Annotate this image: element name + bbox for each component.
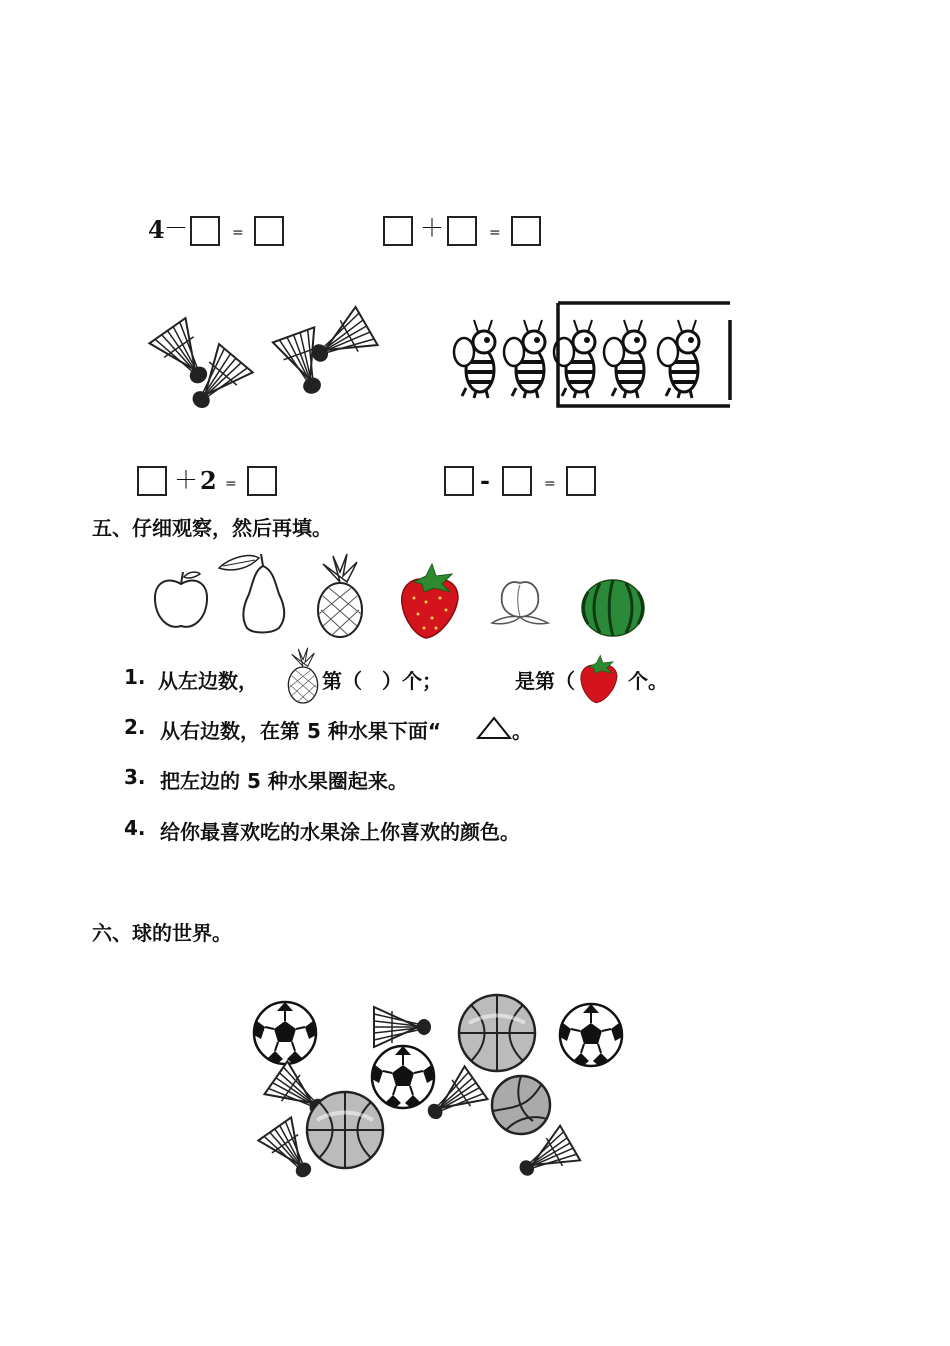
- item-number: 3.: [124, 765, 146, 789]
- section-5-title: 五、仔细观察，然后再填。: [92, 516, 332, 540]
- number-4: 4: [148, 215, 165, 244]
- item-text: 给你最喜欢吃的水果涂上你喜欢的颜色。: [160, 820, 520, 844]
- answer-box[interactable]: [254, 216, 284, 246]
- equals-sign: =: [232, 225, 244, 241]
- ball-group: [240, 985, 640, 1185]
- item-text: 从左边数，: [158, 669, 258, 693]
- strawberry-icon: [398, 562, 462, 640]
- item-text: 把左边的 5 种水果圈起来。: [160, 769, 408, 793]
- item-number: 2.: [124, 715, 146, 739]
- volleyball-icon: [492, 1076, 550, 1134]
- basketball-icon: [459, 995, 535, 1071]
- item-number: 1.: [124, 665, 146, 689]
- item-text: 。: [512, 719, 532, 743]
- answer-box[interactable]: [247, 466, 277, 496]
- plus-sign: ＋: [174, 466, 198, 494]
- soccer-ball-icon: [560, 1004, 622, 1066]
- soccer-ball-icon: [372, 1046, 434, 1108]
- section-6-title: 六、球的世界。: [92, 921, 232, 945]
- answer-box[interactable]: [566, 466, 596, 496]
- item-text: 是第（: [515, 669, 575, 693]
- basketball-icon: [307, 1092, 383, 1168]
- answer-box[interactable]: [137, 466, 167, 496]
- equals-sign: =: [225, 476, 237, 492]
- item-text: 第（ ）个；: [322, 669, 442, 693]
- answer-box[interactable]: [447, 216, 477, 246]
- bee-group: [450, 300, 740, 412]
- bee-icon: [454, 320, 495, 398]
- answer-box[interactable]: [190, 216, 220, 246]
- answer-box[interactable]: [444, 466, 474, 496]
- equals-sign: =: [489, 225, 501, 241]
- bee-icon: [504, 320, 545, 398]
- shuttlecock-icon: [374, 1007, 431, 1047]
- bee-icon: [604, 320, 645, 398]
- item-text: 从右边数，在第 5 种水果下面“: [160, 719, 441, 743]
- watermelon-icon: [580, 578, 646, 638]
- minus-sign: -: [480, 466, 490, 495]
- item-number: 4.: [124, 816, 146, 840]
- triangle-icon: [476, 716, 512, 742]
- strawberry-icon: [578, 654, 620, 704]
- plus-sign: ＋: [420, 214, 444, 242]
- soccer-ball-icon: [254, 1002, 316, 1064]
- number-2: 2: [200, 466, 217, 495]
- peach-icon: [490, 575, 550, 627]
- answer-box[interactable]: [511, 216, 541, 246]
- equals-sign: =: [544, 476, 556, 492]
- bee-icon: [554, 320, 595, 398]
- pineapple-icon: [313, 552, 367, 638]
- pineapple-icon: [285, 645, 321, 705]
- item-text: 个。: [628, 669, 668, 693]
- answer-box[interactable]: [502, 466, 532, 496]
- pear-icon: [215, 548, 295, 636]
- apple-icon: [150, 568, 212, 634]
- shuttlecock-group: [150, 295, 400, 415]
- shuttlecock-icon: [273, 327, 336, 400]
- answer-box[interactable]: [383, 216, 413, 246]
- bee-icon: [658, 320, 699, 398]
- minus-sign: －: [164, 214, 188, 242]
